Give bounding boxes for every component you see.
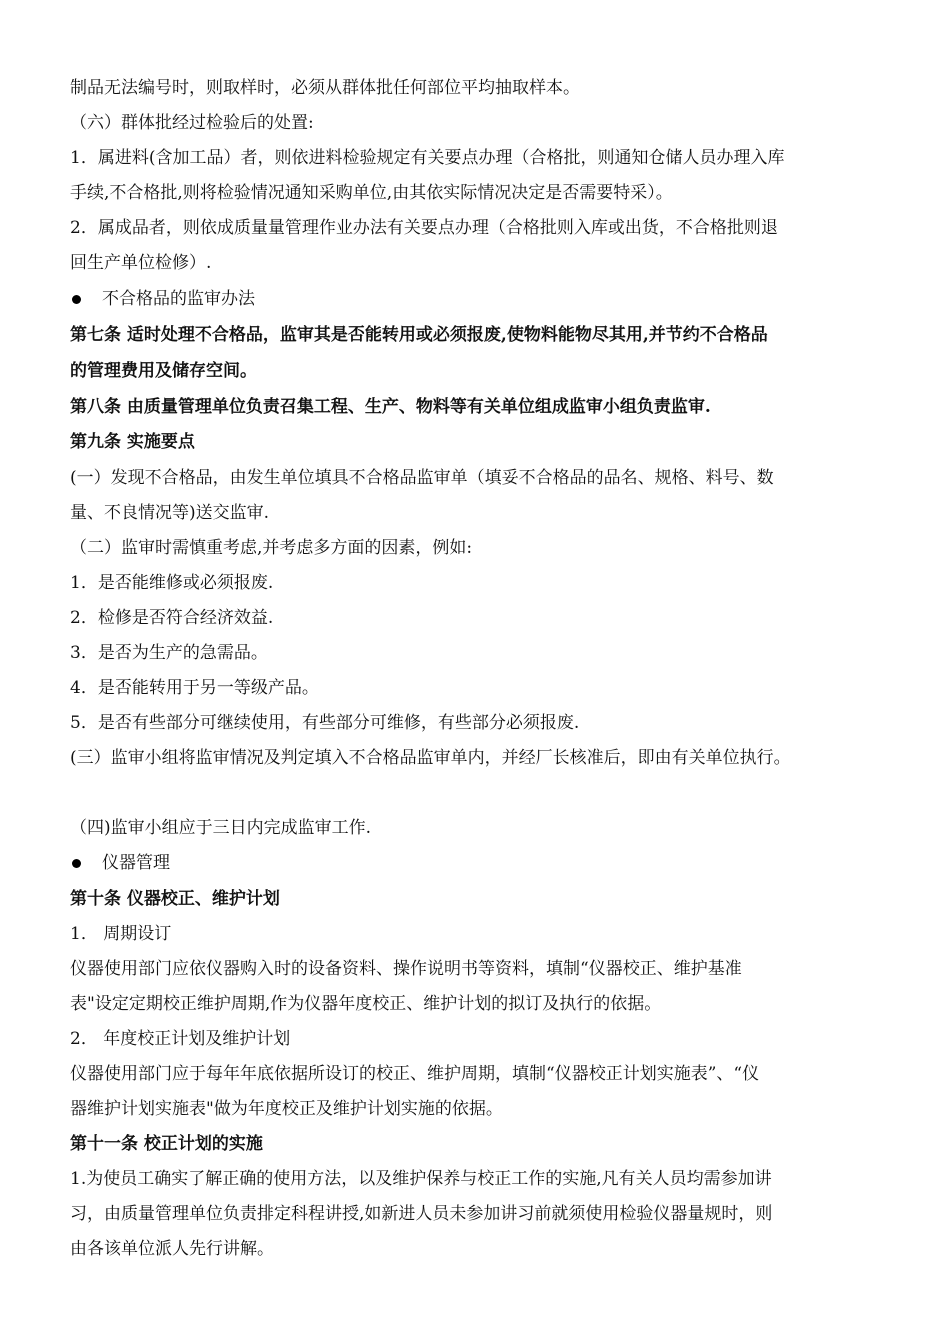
article-11: 第十一条 校正计划的实施 <box>70 1134 263 1154</box>
text-line: 仪器使用部门应于每年年底依据所设订的校正、维护周期，填制“仪器校正计划实施表”、“仪 <box>70 1064 760 1084</box>
list-item: 4．是否能转用于另一等级产品。 <box>70 678 319 698</box>
bullet-icon <box>72 859 81 868</box>
article-8: 第八条 由质量管理单位负责召集工程、生产、物料等有关单位组成监审小组负责监审. <box>70 397 711 417</box>
list-item: 2．检修是否符合经济效益. <box>70 608 274 628</box>
text-line: 表"设定定期校正维护周期,作为仪器年度校正、维护计划的拟订及执行的依据。 <box>70 994 662 1014</box>
article-7: 第七条 适时处理不合格品，监审其是否能转用或必须报废,使物料能物尽其用,并节约不合格品 <box>70 325 768 345</box>
list-item: 3．是否为生产的急需品。 <box>70 643 268 663</box>
text-line: 器维护计划实施表"做为年度校正及维护计划实施的依据。 <box>70 1099 503 1119</box>
article-7-cont: 的管理费用及储存空间。 <box>70 361 257 381</box>
article-9: 第九条 实施要点 <box>70 432 195 452</box>
text-line: 1.为使员工确实了解正确的使用方法，以及维护保养与校正工作的实施,凡有关人员均需参加讲 <box>70 1169 772 1189</box>
text-line: 回生产单位检修）. <box>70 253 212 273</box>
bullet-heading-label: 不合格品的监审办法 <box>102 289 255 309</box>
bullet-heading-nonconforming <box>70 286 882 312</box>
text-line: 量、不良情况等)送交监审. <box>70 503 270 523</box>
text-line: 手续,不合格批,则将检验情况通知采购单位,由其依实际情况决定是否需要特采）。 <box>70 183 673 203</box>
bullet-heading-label: 仪器管理 <box>102 853 170 873</box>
text-line: 仪器使用部门应依仪器购入时的设备资料、操作说明书等资料，填制“仪器校正、维护基准 <box>70 959 742 979</box>
text-line: （四)监审小组应于三日内完成监审工作. <box>70 818 372 838</box>
list-item: 5．是否有些部分可继续使用，有些部分可维修，有些部分必须报废. <box>70 713 580 733</box>
list-item: 2． 年度校正计划及维护计划 <box>70 1029 291 1049</box>
bullet-heading-instrument <box>70 850 882 876</box>
text-line: 1．属进料(含加工品）者，则依进料检验规定有关要点办理（合格批，则通知仓储人员办理入库 <box>70 148 785 168</box>
text-line: 习，由质量管理单位负责排定科程讲授,如新进人员未参加讲习前就须使用检验仪器量规时，则 <box>70 1204 773 1224</box>
list-item: 1．是否能维修或必须报废. <box>70 573 274 593</box>
text-line: 制品无法编号时，则取样时，必须从群体批任何部位平均抽取样本。 <box>70 78 580 98</box>
text-line: 由各该单位派人先行讲解。 <box>70 1239 274 1259</box>
list-item: 1． 周期设订 <box>70 924 172 944</box>
text-line: (一）发现不合格品，由发生单位填具不合格品监审单（填妥不合格品的品名、规格、料号、数 <box>70 468 774 488</box>
text-line: （二）监审时需慎重考虑,并考虑多方面的因素，例如: <box>70 538 473 558</box>
article-10: 第十条 仪器校正、维护计划 <box>70 889 280 909</box>
bullet-icon <box>72 295 81 304</box>
section-heading: （六）群体批经过检验后的处置: <box>70 113 314 133</box>
text-line: 2．属成品者，则依成质量量管理作业办法有关要点办理（合格批则入库或出货，不合格批则退 <box>70 218 778 238</box>
text-line: (三）监审小组将监审情况及判定填入不合格品监审单内，并经厂长核准后，即由有关单位执行。 <box>70 748 791 768</box>
